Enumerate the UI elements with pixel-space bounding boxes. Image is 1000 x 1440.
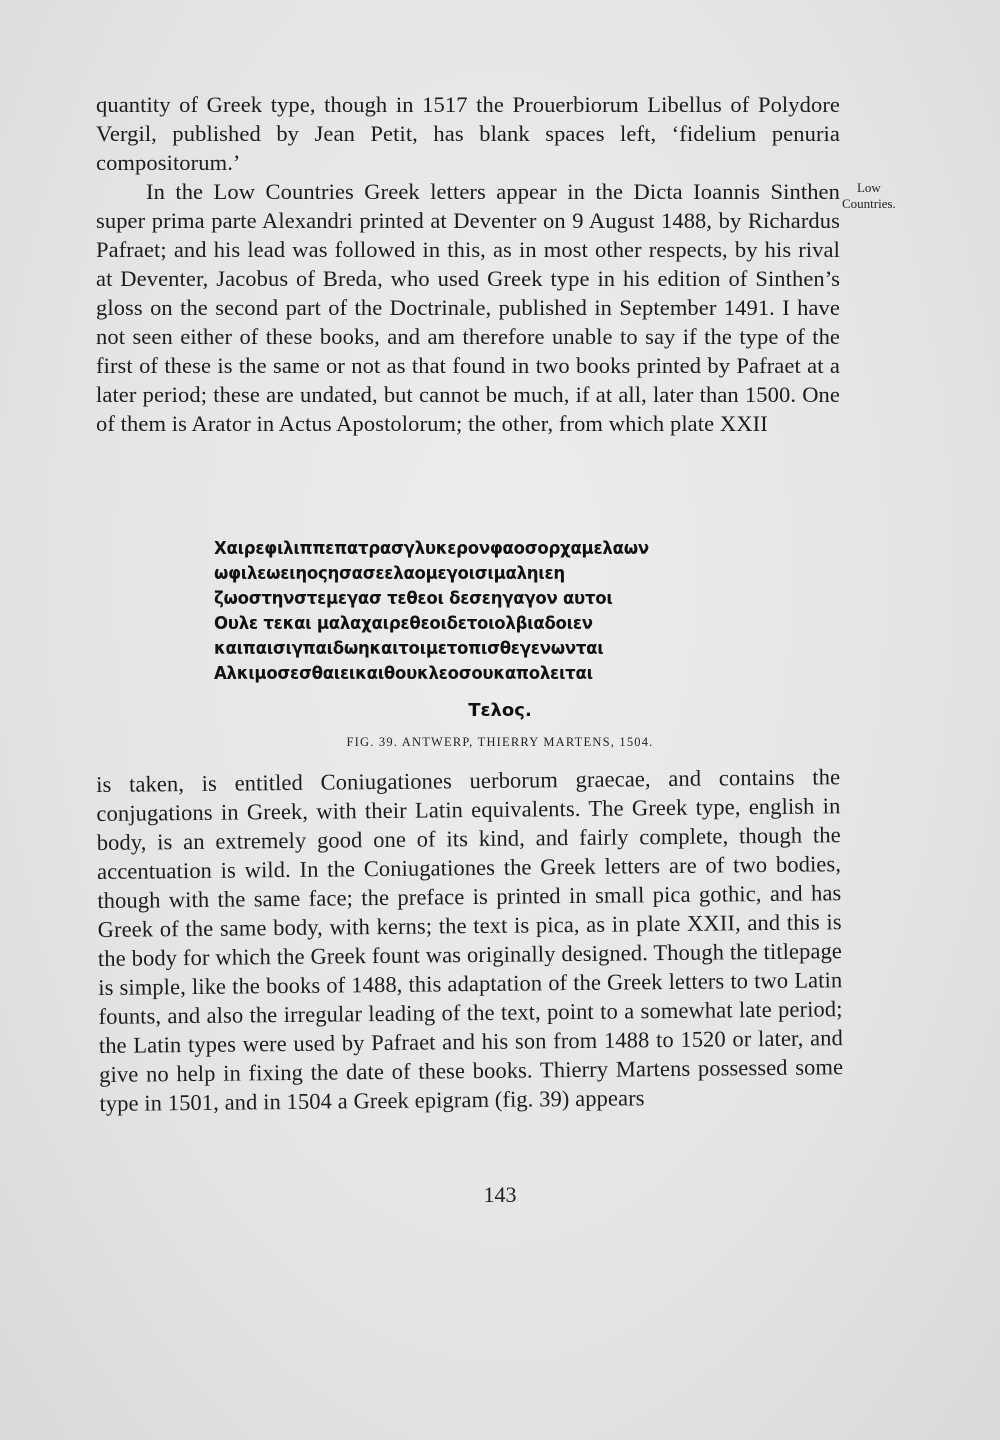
top-text-block xyxy=(96,90,840,438)
greek-line-3: ζωοστηνστεμεγασ τεθεοι δεσεηγαγον αυτοι xyxy=(214,588,613,609)
paragraph-top-2: In the Low Countries Greek letters appear in the Dicta Ioannis Sinthen super prima parte Alexandri printed at Deventer on 9 August 1488, by Richardus Pafraet; and his lead was followed in this, as in most other respects, by his rival at Deventer, Jacobus of Breda, who used Greek type in his edition of Sinthen’s gloss on the second part of the Doctrinale, published in September 1491. I have not seen either of these books, and am therefore unable to say if the type of the first of these is the same or not as that found in two books printed by Pafraet at a later period; these are undated, but cannot be much, if at all, later than 1500. One of them is Arator in Actus Apostolorum; the other, from which plate XXII xyxy=(96,179,840,436)
margin-note-line-1: Low xyxy=(856,180,881,195)
paragraph-bottom: is taken, is entitled Coniugationes uerborum graecae, and contains the conjugations in Greek, with their Latin equivalents. The Greek type, english in body, is an extremely good one of its kind, and fairly complete, though the accentuation is wild. In the Coniugationes the Greek letters are of two bodies, though with the same face; the preface is printed in small pica gothic, and has Greek of the same body, with kerns; the text is pica, as in plate XXII, and this is the body for which the Greek fount was originally designed. Though the titlepage is simple, like the books of 1488, this adaptation of the Greek letters to two Latin founts, and also the irregular leading of the text, point to a somewhat late period; the Latin types were used by Pafraet and his son from 1488 to 1520 or later, and give no help in fixing the date of these books. Thierry Martens possessed some type in 1501, and in 1504 a Greek epigram (fig. 39) appears xyxy=(96,764,844,1116)
figure-caption: FIG. 39. ANTWERP, THIERRY MARTENS, 1504. xyxy=(346,735,654,749)
greek-line-4: Ουλε τεκαι μαλαχαιρεθεοιδετοιολβιαδοιεν xyxy=(214,613,593,634)
greek-line-2: ωφιλεωειηοςησασεελαομεγοισιμαληιεη xyxy=(214,563,565,584)
margin-note xyxy=(842,180,896,212)
margin-note-line-2: Countries. xyxy=(842,196,896,211)
greek-line-6: Αλκιμοσεσθαιεικαιθουκλεοσουκαπολειται xyxy=(214,663,593,684)
page-number: 143 xyxy=(483,1182,517,1207)
figure-telos: Τελος. xyxy=(468,700,532,721)
greek-line-1: Χαιρεφιλιππεπατρασγλυκερονφαοσορχαμελαων xyxy=(214,538,649,559)
greek-line-5: καιπαισιγπαιδωηκαιτοιμετοπισθεγενωνται xyxy=(214,638,604,659)
bottom-text-block xyxy=(96,762,844,1118)
greek-epigram-figure xyxy=(214,536,702,686)
paragraph-top-1: quantity of Greek type, though in 1517 the Prouerbiorum Libellus of Polydore Vergil, published by Jean Petit, has blank spaces left, ‘fidelium penuria compositorum.’ xyxy=(96,92,840,175)
